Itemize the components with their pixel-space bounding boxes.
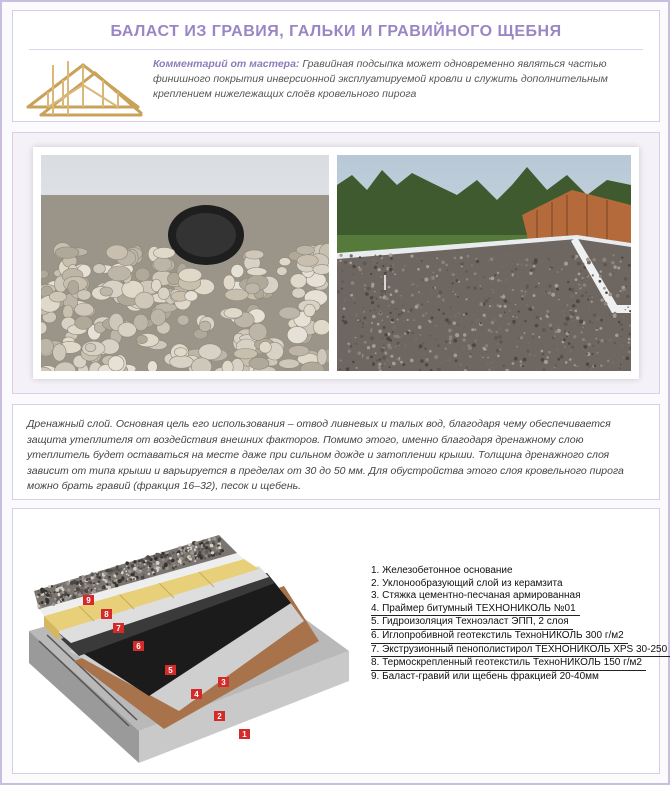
- marker-5: [165, 665, 176, 675]
- legend-item: 9. Баласт-гравий или щебень фракцией 20-40мм: [371, 670, 599, 682]
- gravel-roof-photo: [337, 155, 631, 371]
- photo-card: [33, 147, 639, 379]
- master-comment: [153, 57, 647, 102]
- svg-text:9: 9: [86, 596, 91, 605]
- page-title: БАЛАСТ ИЗ ГРАВИЯ, ГАЛЬКИ И ГРАВИЙНОГО ЩЕБНЯ: [110, 23, 562, 40]
- legend-item: 3. Стяжка цементно-песчаная армированная: [371, 590, 581, 602]
- legend-item: 1. Железобетонное основание: [371, 565, 513, 576]
- description-section: [12, 404, 660, 500]
- comment-text: Гравийная подсыпка может одновременно являться частью финишного покрытия инверсионной эксплуатируемой кровли и служить дополнительным креплением нижележащих слоёв кровельного пирога: [153, 58, 608, 100]
- legend-item: 8. Термоскрепленный геотекстиль ТехноНИКОЛЬ 150 г/м2: [371, 657, 646, 671]
- svg-text:3: 3: [221, 678, 226, 687]
- header-section: [12, 10, 660, 122]
- marker-2: [214, 711, 225, 721]
- comment-label: Комментарий от мастера:: [153, 58, 300, 70]
- marker-1: [239, 729, 250, 739]
- marker-8: [101, 609, 112, 619]
- pebble-ballast-photo: [41, 155, 329, 371]
- photos-section: [12, 132, 660, 394]
- description-text: Дренажный слой. Основная цель его использования – отвод ливневых и талых вод, благодаря чему обеспечивается защита утеплителя от воздействия внешних факторов. Помимо этого, именно благодаря дренажному слою утеплитель будет оставаться на месте даже при сильном дожде и затоплении крыши. Толщина дренажного слоя зависит от типа крыши и варьируется в пределах от 30 до 50 мм. Для обустройства этого слоя кровельного пирога можно брать гравий (фракция 16–32), песок и щебень.: [27, 418, 624, 492]
- marker-3: [218, 677, 229, 687]
- legend-item: 6. Иглопробивной геотекстиль ТехноНИКОЛЬ 300 г/м2: [371, 630, 628, 644]
- layers-legend: [371, 565, 670, 683]
- marker-4: [191, 689, 202, 699]
- marker-9: [83, 595, 94, 605]
- title-divider: [29, 49, 643, 50]
- legend-item: 4. Праймер битумный ТЕХНОНИКОЛЬ №01: [371, 603, 580, 617]
- svg-text:6: 6: [136, 642, 141, 651]
- svg-text:8: 8: [104, 610, 109, 619]
- svg-text:1: 1: [242, 730, 247, 739]
- legend-item: 2. Уклонообразующий слой из керамзита: [371, 577, 563, 589]
- svg-text:2: 2: [217, 712, 222, 721]
- roof-truss-icon: [23, 55, 143, 121]
- marker-6: [133, 641, 144, 651]
- diagram-section: [12, 508, 668, 774]
- roof-layers-diagram: [19, 531, 359, 771]
- svg-text:5: 5: [168, 666, 173, 675]
- legend-item: 5. Гидроизоляция Техноэласт ЭПП, 2 слоя: [371, 616, 573, 630]
- legend-item: 7. Экструзионный пенополистирол ТЕХНОНИКОЛЬ XPS 30-250: [371, 644, 670, 658]
- svg-text:4: 4: [194, 690, 199, 699]
- marker-7: [113, 623, 124, 633]
- svg-text:7: 7: [116, 624, 121, 633]
